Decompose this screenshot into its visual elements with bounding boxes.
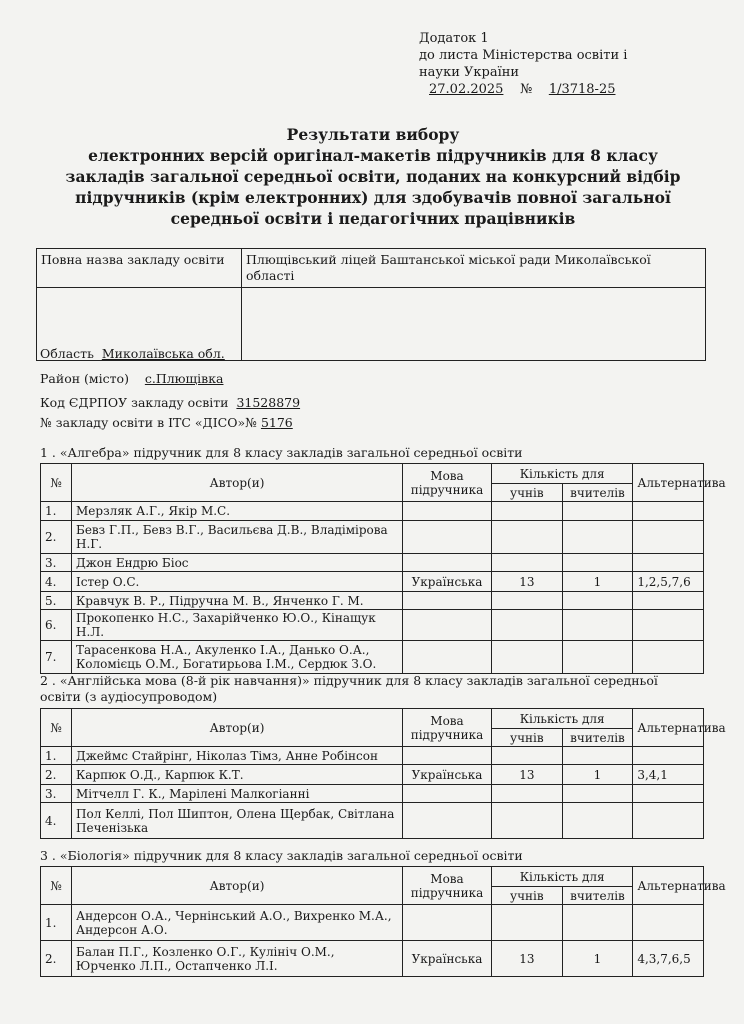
- col-alt-header: Альтернатива: [633, 709, 704, 747]
- author-cell: Кравчук В. Р., Підручна М. В., Янченко Г. М.: [72, 592, 403, 610]
- header-line-2: до листа Міністерства освіти і: [419, 48, 628, 63]
- oblast-label: Область: [40, 346, 94, 361]
- section-2-table: [40, 708, 726, 839]
- school-name-label: Повна назва закладу освіти: [37, 249, 242, 288]
- alternative-cell: 3,4,1: [633, 765, 704, 785]
- col-alt-header: Альтернатива: [633, 867, 704, 905]
- language-cell: Українська: [403, 941, 492, 977]
- author-cell: Джон Ендрю Біос: [72, 554, 403, 572]
- col-qty-header: Кількість для: [492, 867, 633, 887]
- author-cell: Мерзляк А.Г., Якір М.С.: [72, 502, 403, 521]
- table-row: 2. Бевз Г.П., Бевз В.Г., Васильєва Д.В., Владімірова Н.Г.: [41, 521, 704, 554]
- col-author-header: Автор(и): [72, 709, 403, 747]
- table-row: 2. Балан П.Г., Козленко О.Г., Кулініч О.М., Юрченко Л.П., Остапченко Л.І. Українська 13 1 4,3,7,6,5: [41, 941, 704, 977]
- author-cell: Андерсон О.А., Чернінський А.О., Вихренко М.А., Андерсон А.О.: [72, 905, 403, 941]
- teachers-count: 1: [562, 765, 633, 785]
- col-num-header: №: [41, 464, 72, 502]
- students-count: 13: [492, 941, 563, 977]
- raion-value: с.Плющівка: [144, 371, 224, 386]
- author-cell: Бевз Г.П., Бевз В.Г., Васильєва Д.В., Владімірова Н.Г.: [72, 521, 403, 554]
- teachers-count: 1: [562, 572, 633, 592]
- table-row: 4. Пол Келлі, Пол Шиптон, Олена Щербак, Світлана Печенізька: [41, 803, 704, 839]
- col-students-header: учнів: [492, 729, 563, 747]
- author-cell: Балан П.Г., Козленко О.Г., Кулініч О.М., Юрченко Л.П., Остапченко Л.І.: [72, 941, 403, 977]
- header-note: [419, 30, 659, 98]
- its-value: 5176: [260, 415, 293, 430]
- header-dateline: [419, 81, 659, 98]
- alternative-cell: 4,3,7,6,5: [633, 941, 704, 977]
- table-row: 1. Мерзляк А.Г., Якір М.С.: [41, 502, 704, 521]
- table-row: 1. Андерсон О.А., Чернінський А.О., Вихренко М.А., Андерсон А.О.: [41, 905, 704, 941]
- oblast-line: [40, 346, 225, 361]
- table-row: 5. Кравчук В. Р., Підручна М. В., Янченко Г. М.: [41, 592, 704, 610]
- header-line-1: Додаток 1: [419, 31, 489, 46]
- section-1-title: 1 . «Алгебра» підручник для 8 класу закладів загальної середньої освіти: [40, 445, 523, 460]
- table-row: 6. Прокопенко Н.С., Захарійченко Ю.О., Кінащук Н.Л.: [41, 610, 704, 641]
- edrpou-line: [40, 395, 300, 410]
- alternative-cell: 1,2,5,7,6: [633, 572, 704, 592]
- col-teachers-header: вчителів: [562, 729, 633, 747]
- author-cell: Карпюк О.Д., Карпюк К.Т.: [72, 765, 403, 785]
- col-students-header: учнів: [492, 887, 563, 905]
- col-author-header: Автор(и): [72, 464, 403, 502]
- table-row: 2. Карпюк О.Д., Карпюк К.Т. Українська 13 1 3,4,1: [41, 765, 704, 785]
- col-teachers-header: вчителів: [562, 887, 633, 905]
- author-cell: Джеймс Стайрінг, Ніколаз Тімз, Анне Робінсон: [72, 747, 403, 765]
- title-line-3: закладів загальної середньої освіти, поданих на конкурсний відбір: [65, 167, 681, 186]
- students-count: 13: [492, 572, 563, 592]
- col-lang-header: Мова підручника: [403, 867, 492, 905]
- table-row: 1. Джеймс Стайрінг, Ніколаз Тімз, Анне Робінсон: [41, 747, 704, 765]
- table-row: 7. Тарасенкова Н.А., Акуленко І.А., Данько О.А., Коломієць О.М., Богатирьова І.М., Сердюк З.О.: [41, 641, 704, 674]
- teachers-count: 1: [562, 941, 633, 977]
- col-lang-header: Мова підручника: [403, 709, 492, 747]
- section-3-table: [40, 866, 726, 977]
- author-cell: Пол Келлі, Пол Шиптон, Олена Щербак, Світлана Печенізька: [72, 803, 403, 839]
- col-teachers-header: вчителів: [562, 484, 633, 502]
- school-name-value: Плющівський ліцей Баштанської міської ради Миколаївської області: [242, 249, 706, 288]
- letter-date: 27.02.2025: [429, 82, 504, 97]
- title-line-2: електронних версій оригінал-макетів підручників для 8 класу: [88, 146, 658, 165]
- col-num-header: №: [41, 709, 72, 747]
- number-sign: №: [519, 82, 533, 97]
- its-label: № закладу освіти в ІТС «ДІСО»№: [40, 415, 257, 430]
- raion-label: Район (місто): [40, 371, 129, 386]
- document-title: [40, 124, 706, 229]
- col-alt-header: Альтернатива: [633, 464, 704, 502]
- school-table: [36, 248, 706, 361]
- language-cell: Українська: [403, 765, 492, 785]
- author-cell: Прокопенко Н.С., Захарійченко Ю.О., Кінащук Н.Л.: [72, 610, 403, 641]
- oblast-value: Миколаївська обл.: [101, 346, 225, 361]
- students-count: 13: [492, 765, 563, 785]
- title-line-5: середньої освіти і педагогічних працівників: [170, 209, 576, 228]
- title-line-1: Результати вибору: [286, 125, 460, 144]
- edrpou-value: 31528879: [236, 395, 301, 410]
- header-line-3: науки України: [419, 65, 520, 80]
- table-row: 3. Мітчелл Г. К., Марілені Малкогіанні: [41, 785, 704, 803]
- section-2-title: 2 . «Англійська мова (8-й рік навчання)» підручник для 8 класу закладів загальної середньої освіти (з аудіосупроводом): [40, 673, 658, 704]
- col-num-header: №: [41, 867, 72, 905]
- letter-number: 1/3718-25: [548, 82, 616, 97]
- raion-line: [40, 371, 223, 386]
- col-lang-header: Мова підручника: [403, 464, 492, 502]
- col-students-header: учнів: [492, 484, 563, 502]
- author-cell: Тарасенкова Н.А., Акуленко І.А., Данько О.А., Коломієць О.М., Богатирьова І.М., Сердюк З.О.: [72, 641, 403, 674]
- section-3-title: 3 . «Біологія» підручник для 8 класу закладів загальної середньої освіти: [40, 848, 523, 863]
- title-line-4: підручників (крім електронних) для здобувачів повної загальної: [75, 188, 671, 207]
- table-row: 4. Істер О.С. Українська 13 1 1,2,5,7,6: [41, 572, 704, 592]
- section-1-table: [40, 463, 726, 674]
- table-row: 3. Джон Ендрю Біос: [41, 554, 704, 572]
- author-cell: Мітчелл Г. К., Марілені Малкогіанні: [72, 785, 403, 803]
- edrpou-label: Код ЄДРПОУ закладу освіти: [40, 395, 229, 410]
- its-line: [40, 415, 293, 430]
- col-author-header: Автор(и): [72, 867, 403, 905]
- col-qty-header: Кількість для: [492, 709, 633, 729]
- language-cell: Українська: [403, 572, 492, 592]
- col-qty-header: Кількість для: [492, 464, 633, 484]
- author-cell: Істер О.С.: [72, 572, 403, 592]
